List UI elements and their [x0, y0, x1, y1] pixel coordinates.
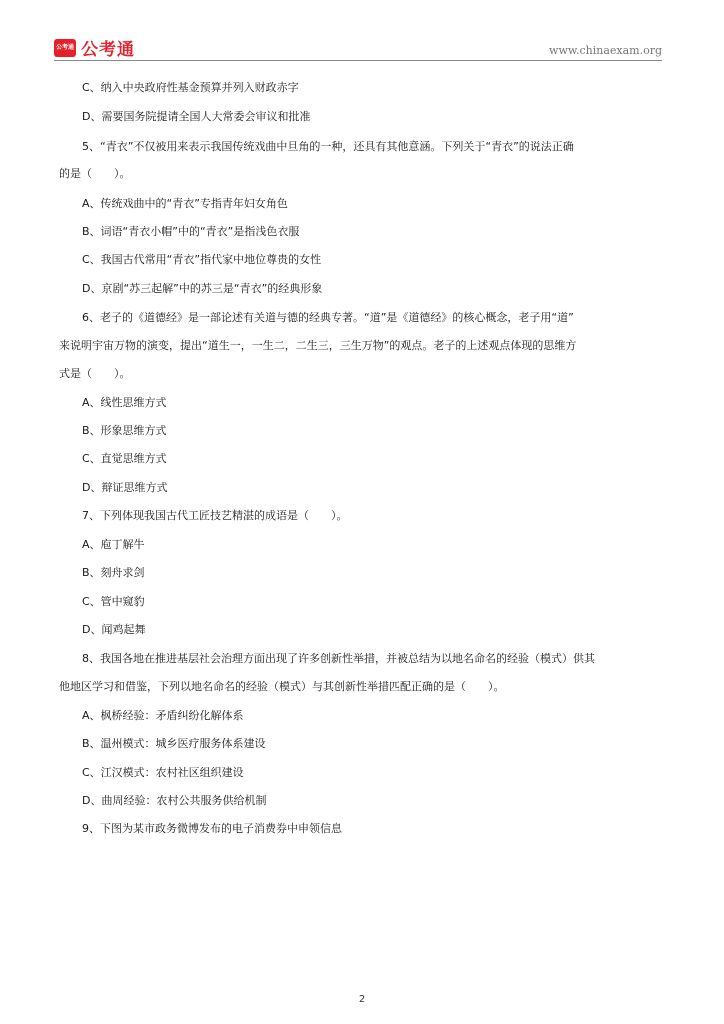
option-line: C、纳入中央政府性基金预算并列入财政赤字: [82, 81, 299, 94]
question-line: 来说明宇宙万物的演变，提出“道生一，一生二，二生三，三生万物”的观点。老子的上述观点体现的思维方: [59, 339, 577, 352]
option-line: D、需要国务院提请全国人大常委会审议和批准: [82, 110, 311, 123]
question-line: 9、下图为某市政务微博发布的电子消费券中申领信息: [82, 822, 342, 835]
option-line: B、刻舟求剑: [82, 566, 145, 579]
logo: [54, 35, 135, 60]
option-line: A、传统戏曲中的“青衣”专指青年妇女角色: [82, 197, 288, 210]
option-line: D、京剧“苏三起解”中的苏三是“青衣”的经典形象: [82, 282, 323, 295]
question-line: 式是（ ）。: [59, 367, 131, 380]
page-header: [54, 32, 662, 62]
option-line: C、管中窥豹: [82, 595, 145, 608]
option-line: B、温州模式：城乡医疗服务体系建设: [82, 737, 266, 750]
question-line: 5、“青衣”不仅被用来表示我国传统戏曲中旦角的一种，还具有其他意涵。下列关于“青衣”的说法正确: [82, 140, 574, 153]
site-url: www.chinaexam.org: [549, 44, 662, 57]
option-line: C、直觉思维方式: [82, 452, 167, 465]
question-line: 7、下列体现我国古代工匠技艺精湛的成语是（ ）。: [82, 509, 348, 522]
logo-icon: 公考通: [54, 39, 76, 57]
option-line: C、我国古代常用“青衣”指代家中地位尊贵的女性: [82, 253, 322, 266]
option-line: A、枫桥经验：矛盾纠纷化解体系: [82, 709, 244, 722]
option-line: C、江汉模式：农村社区组织建设: [82, 766, 244, 779]
option-line: A、庖丁解牛: [82, 538, 145, 551]
header-divider: [54, 60, 662, 61]
option-line: B、形象思维方式: [82, 424, 167, 437]
option-line: D、辩证思维方式: [82, 481, 168, 494]
question-line: 他地区学习和借鉴，下列以地名命名的经验（模式）与其创新性举措匹配正确的是（ ）。: [59, 680, 505, 693]
question-line: 6、老子的《道德经》是一部论述有关道与德的经典专著。“道”是《道德经》的核心概念，老子用“道”: [82, 311, 574, 324]
option-line: B、词语“青衣小帽”中的“青衣”是指浅色衣服: [82, 225, 300, 238]
option-line: D、闻鸡起舞: [82, 623, 146, 636]
option-line: A、线性思维方式: [82, 396, 167, 409]
question-line: 的是（ ）。: [59, 167, 131, 180]
page-number: 2: [358, 994, 366, 1005]
question-line: 8、我国各地在推进基层社会治理方面出现了许多创新性举措，并被总结为以地名命名的经验（模式）供其: [82, 652, 595, 665]
logo-text: 公考通: [81, 40, 135, 60]
option-line: D、曲周经验：农村公共服务供给机制: [82, 794, 267, 807]
